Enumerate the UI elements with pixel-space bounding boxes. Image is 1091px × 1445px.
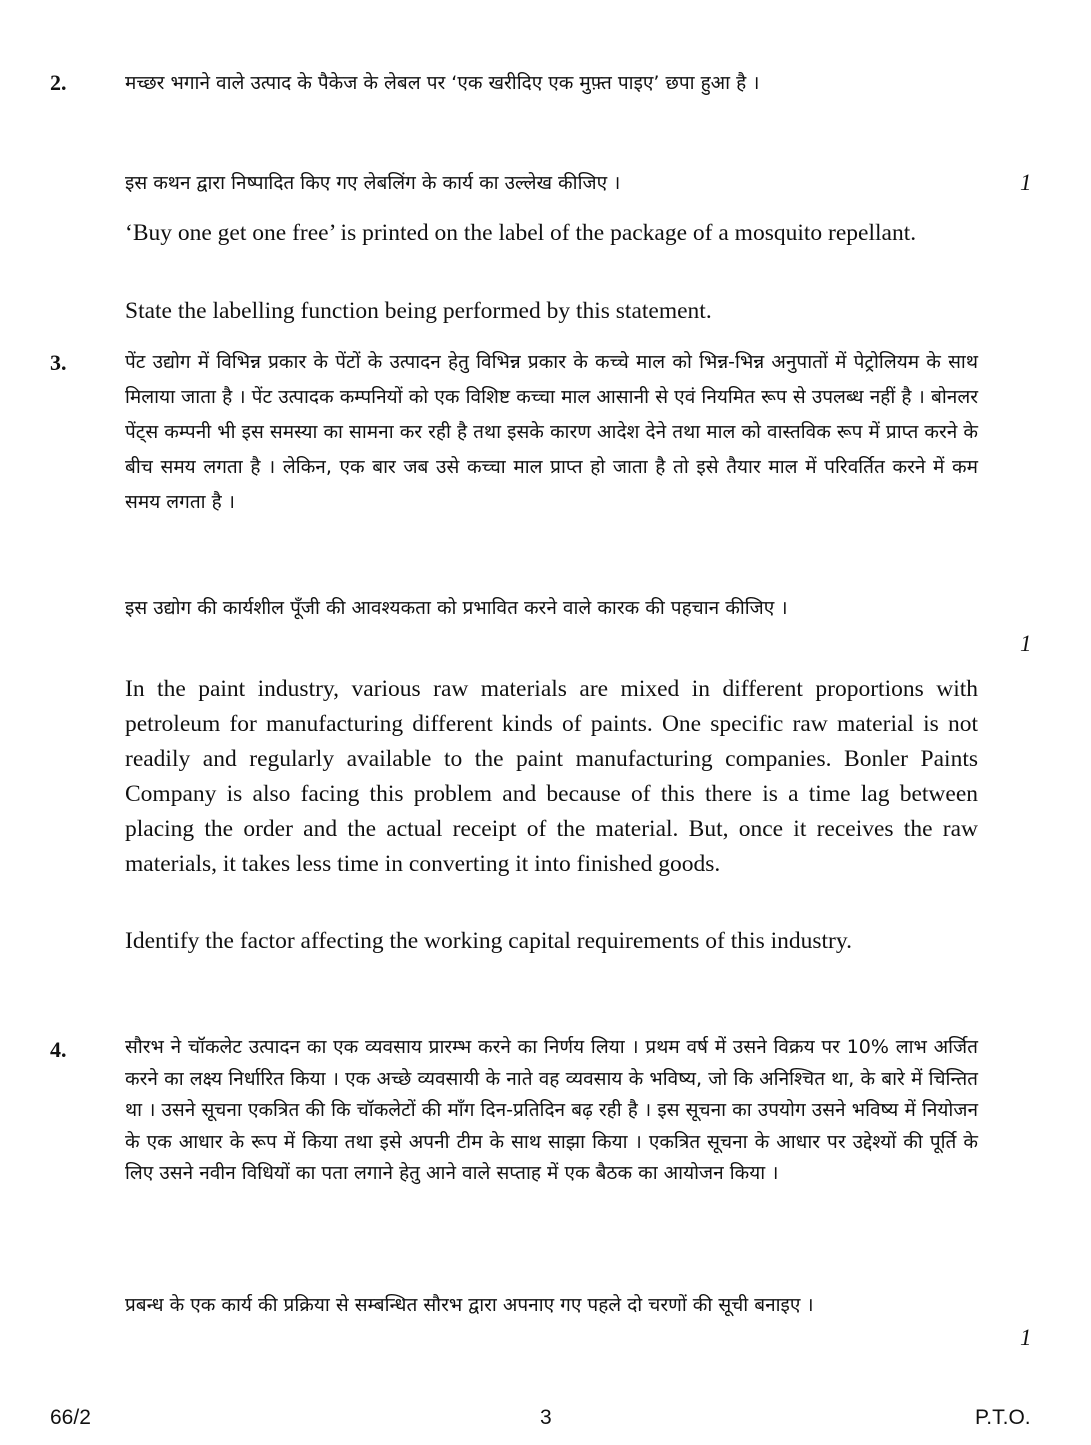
question-english-prompt: State the labelling function being performed by this statement. [125,298,712,324]
marks-label: 1 [1020,170,1032,195]
question-hindi-text: मच्छर भगाने वाले उत्पाद के पैकेज के लेबल पर ‘एक खरीदिए एक मुफ़्त पाइए’ छपा हुआ है । [125,72,760,94]
question-hindi-text: पेंट उद्योग में विभिन्न प्रकार के पेंटों के उत्पादन हेतु विभिन्न प्रकार के कच्चे माल को भिन्न-भिन्न अनुपातों में पेट्रोलियम के साथ मिलाया जाता है । पेंट उत्पादक कम्पनियों को एक विशिष्ट कच्चा माल आसानी से एवं नियमित रूप से उपलब्ध नहीं है । बोनलर पेंट्स कम्पनी भी इस समस्या का सामना कर रही है तथा इसके कारण आदेश देने तथा माल को वास्तविक रूप में प्राप्त करने के बीच समय लगता है । लेकिन, एक बार जब उसे कच्चा माल प्राप्त हो जाता है तो इसे तैयार माल में परिवर्तित करने में कम समय लगता है । [125,351,978,513]
marks-label: 1 [1020,631,1032,656]
question-english-text: In the paint industry, various raw materials are mixed in different proportions with petroleum for manufacturing different kinds of paints. One specific raw material is not readily and regularly available to the paint manufacturing companies. Bonler Paints Company is also facing this problem and because of this there is a time lag between placing the order and the actual receipt of the material. But, once it receives the raw materials, it takes less time in converting it into finished goods. [125,676,978,877]
question-english-text: ‘Buy one get one free’ is printed on the label of the package of a mosquito repellant. [125,220,917,246]
question-number: 2. [50,70,67,95]
question-hindi-prompt: प्रबन्ध के एक कार्य की प्रक्रिया से सम्बन्धित सौरभ द्वारा अपनाए गए पहले दो चरणों की सूची बनाइए । [125,1294,814,1316]
question-hindi-prompt: इस कथन द्वारा निष्पादित किए गए लेबलिंग के कार्य का उल्लेख कीजिए । [125,172,621,194]
paper-code: 66/2 [50,1406,91,1429]
marks-label: 1 [1020,1325,1032,1350]
question-hindi-prompt: इस उद्योग की कार्यशील पूँजी की आवश्यकता को प्रभावित करने वाले कारक की पहचान कीजिए । [125,597,788,619]
question-number: 3. [50,350,67,375]
question-number: 4. [50,1037,67,1062]
question-english-prompt: Identify the factor affecting the working capital requirements of this industry. [125,928,852,954]
please-turn-over: P.T.O. [975,1406,1031,1429]
page-number: 3 [540,1406,552,1429]
question-hindi-text: सौरभ ने चॉकलेट उत्पादन का एक व्यवसाय प्रारम्भ करने का निर्णय लिया । प्रथम वर्ष में उसने विक्रय पर 10% लाभ अर्जित करने का लक्ष्य निर्धारित किया । एक अच्छे व्यवसायी के नाते वह व्यवसाय के भविष्य, जो कि अनिश्चित था, के बारे में चिन्तित था । उसने सूचना एकत्रित की कि चॉकलेटों की माँग दिन-प्रतिदिन बढ़ रही है । इस सूचना का उपयोग उसने भविष्य में नियोजन के एक आधार के रूप में किया तथा इसे अपनी टीम के साथ साझा किया । एकत्रित सूचना के आधार पर उद्देश्यों की पूर्ति के लिए उसने नवीन विधियों का पता लगाने हेतु आने वाले सप्ताह में एक बैठक का आयोजन किया । [125,1036,978,1184]
